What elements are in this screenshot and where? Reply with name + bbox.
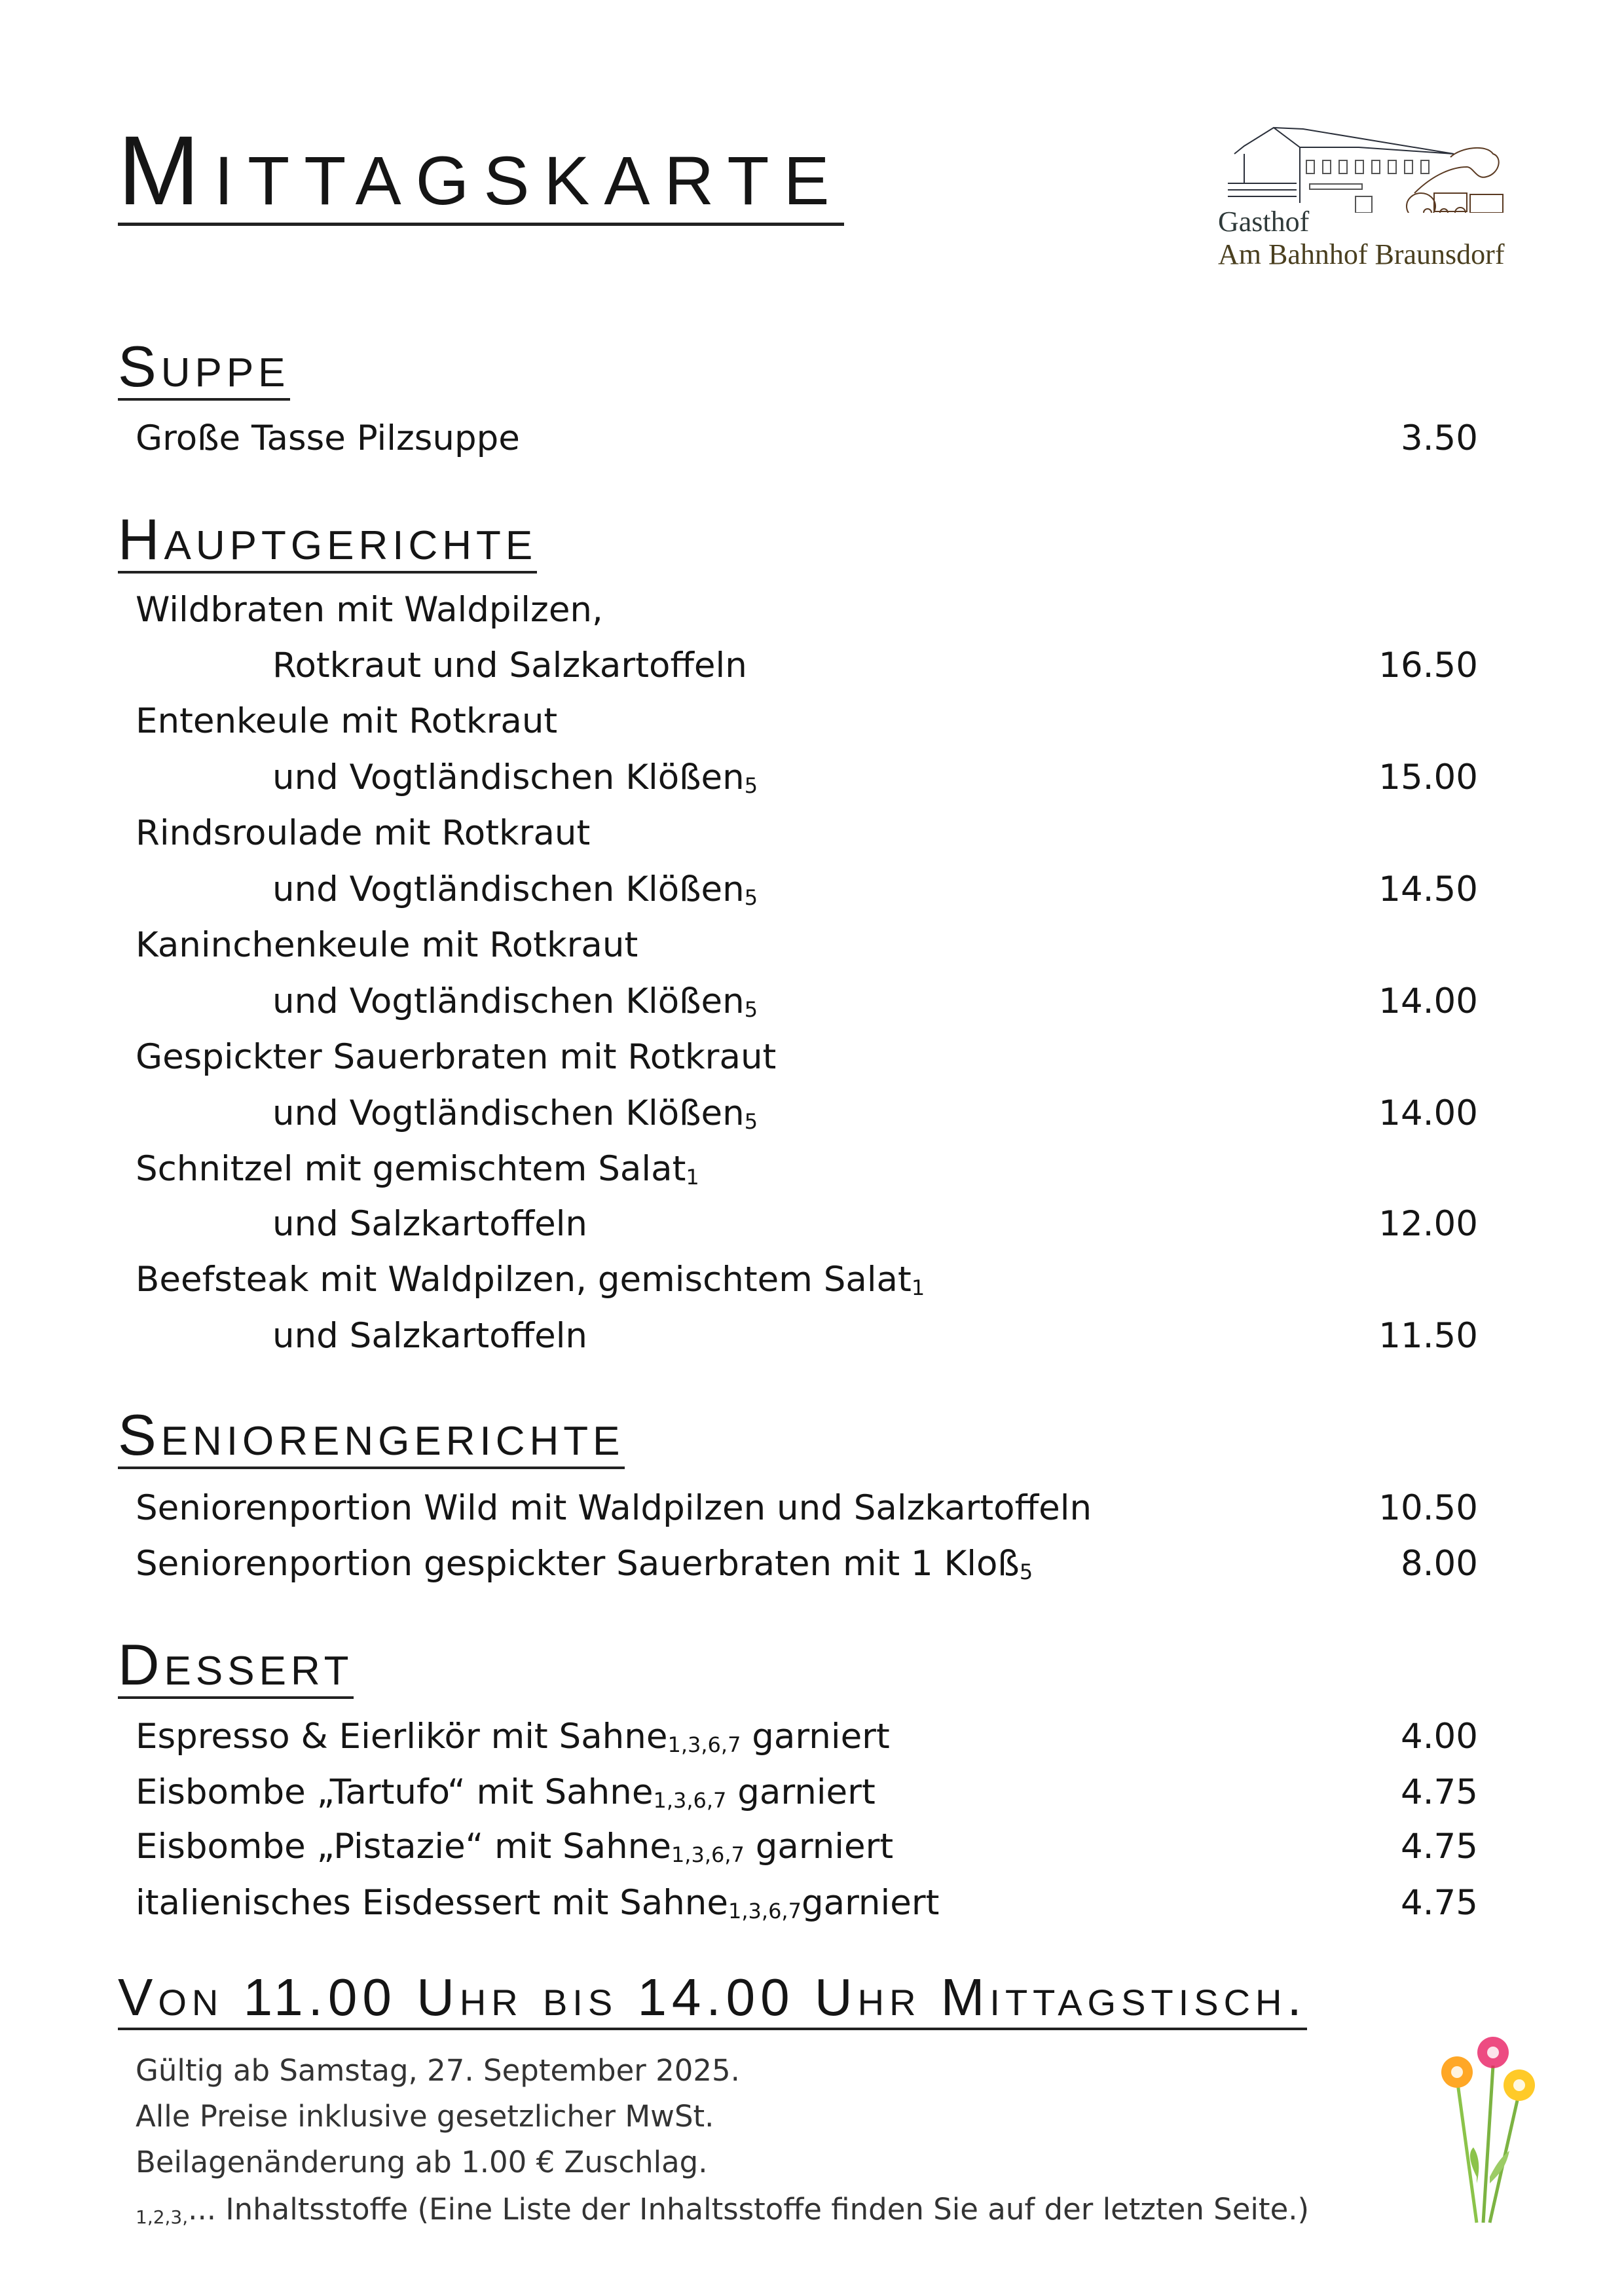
price: 16.50	[1378, 646, 1478, 685]
menu-item-line	[136, 1254, 1478, 1306]
menu-item-line	[136, 412, 1478, 465]
dish-text: Kaninchenkeule mit Rotkraut	[136, 925, 638, 965]
allergen-marker: 1,3,6,7	[671, 1842, 745, 1867]
menu-item-line	[136, 1711, 1478, 1763]
logo-text-name: Am Bahnhof Braunsdorf	[1218, 238, 1505, 270]
allergen-marker: 1,2,3,	[136, 2206, 189, 2228]
dish-text: Wildbraten mit Waldpilzen,	[136, 590, 603, 630]
dish-text: Rotkraut und Salzkartoffeln	[272, 646, 747, 685]
allergen-marker: 5	[1019, 1559, 1033, 1584]
menu-item-line	[136, 1766, 1478, 1819]
allergen-marker: 1	[686, 1165, 699, 1190]
note-text: Beilagenänderung ab 1.00 € Zuschlag.	[136, 2145, 708, 2179]
footer-note	[136, 2143, 708, 2182]
allergen-marker: 5	[744, 1109, 758, 1134]
menu-item-line	[136, 1143, 1478, 1195]
dish-text: Große Tasse Pilzsuppe	[136, 418, 520, 458]
dish-text: und Vogtländischen Klößen	[272, 981, 745, 1021]
dish-text: und Salzkartoffeln	[272, 1204, 588, 1244]
flower-yellow	[1504, 2069, 1535, 2101]
dish-text: Eisbombe „Tartufo“ mit Sahne	[136, 1772, 654, 1812]
price: 14.00	[1378, 1093, 1478, 1133]
note-text: ... Inhaltsstoffe (Eine Liste der Inhaltsstoffe finden Sie auf der letzten Seite.)	[188, 2192, 1310, 2227]
allergen-marker: 1,3,6,7	[653, 1788, 727, 1813]
footer-note	[136, 2190, 1309, 2229]
menu-item-line	[136, 1031, 1478, 1084]
menu-item-line	[272, 1310, 1478, 1362]
price: 10.50	[1378, 1488, 1478, 1528]
footer-note	[136, 2097, 714, 2136]
price: 14.50	[1378, 869, 1478, 909]
menu-item-line	[136, 807, 1478, 860]
lunch-hours-heading: Von 11.00 Uhr bis 14.00 Uhr Mittagstisch.	[118, 1967, 1307, 2030]
note-text: Alle Preise inklusive gesetzlicher MwSt.	[136, 2099, 714, 2134]
allergen-marker: 1	[911, 1275, 925, 1300]
dish-text: italienisches Eisdessert mit Sahne	[136, 1883, 728, 1923]
dish-text: und Vogtländischen Klößen	[272, 869, 745, 909]
dish-text: Espresso & Eierlikör mit Sahne	[136, 1717, 668, 1757]
dish-text-rest: garniert	[741, 1717, 890, 1757]
dish-text: Seniorenportion Wild mit Waldpilzen und Salzkartoffeln	[136, 1488, 1092, 1528]
section-heading-seniorengerichte: Seniorengerichte	[118, 1404, 625, 1469]
dish-text: Seniorenportion gespickter Sauerbraten mit 1 Kloß	[136, 1544, 1020, 1584]
price: 14.00	[1378, 981, 1478, 1021]
dish-text: und Salzkartoffeln	[272, 1316, 588, 1356]
menu-item-line	[136, 584, 1478, 636]
menu-item-line	[136, 1821, 1478, 1873]
dish-text: und Vogtländischen Klößen	[272, 1093, 745, 1133]
menu-item-line	[136, 1538, 1478, 1590]
price: 3.50	[1400, 418, 1478, 458]
menu-item-line	[272, 752, 1478, 804]
dish-text: Gespickter Sauerbraten mit Rotkraut	[136, 1037, 777, 1077]
menu-item-line	[136, 1482, 1478, 1535]
menu-item-line	[272, 1087, 1478, 1140]
dish-text-rest: garniert	[726, 1772, 876, 1812]
menu-item-line	[272, 975, 1478, 1028]
logo-text-gasthof: Gasthof	[1218, 206, 1310, 238]
building-train-icon	[1218, 121, 1506, 213]
dish-text-rest: garniert	[801, 1883, 940, 1923]
price: 4.75	[1400, 1827, 1478, 1867]
menu-item-line	[136, 919, 1478, 972]
gasthof-logo	[1218, 121, 1506, 278]
allergen-marker: 1,3,6,7	[728, 1899, 802, 1923]
price: 4.75	[1400, 1883, 1478, 1923]
allergen-marker: 1,3,6,7	[667, 1732, 741, 1757]
menu-item-line	[272, 640, 1478, 692]
dish-text: Entenkeule mit Rotkraut	[136, 701, 558, 741]
dish-text: Beefsteak mit Waldpilzen, gemischtem Salat	[136, 1260, 912, 1300]
flowers-icon	[1421, 2026, 1559, 2236]
price: 12.00	[1378, 1204, 1478, 1244]
price: 15.00	[1378, 757, 1478, 797]
section-heading-dessert: Dessert	[118, 1633, 354, 1699]
page-title: Mittagskarte	[118, 115, 844, 225]
menu-item-line	[272, 864, 1478, 916]
allergen-marker: 5	[744, 885, 758, 910]
price: 11.50	[1378, 1316, 1478, 1356]
section-heading-hauptgerichte: Hauptgerichte	[118, 508, 537, 574]
dish-text: Schnitzel mit gemischtem Salat	[136, 1149, 686, 1189]
price: 8.00	[1400, 1544, 1478, 1584]
flower-pink	[1477, 2037, 1509, 2068]
menu-item-line	[272, 1198, 1478, 1250]
price: 4.00	[1400, 1717, 1478, 1757]
footer-note	[136, 2051, 740, 2090]
allergen-marker: 5	[744, 773, 758, 798]
section-heading-suppe: Suppe	[118, 335, 290, 401]
note-text: Gültig ab Samstag, 27. September 2025.	[136, 2053, 740, 2088]
allergen-marker: 5	[744, 997, 758, 1022]
menu-item-line	[136, 695, 1478, 748]
menu-item-line	[136, 1877, 1478, 1929]
dish-text-rest: garniert	[744, 1827, 894, 1867]
price: 4.75	[1400, 1772, 1478, 1812]
dish-text: und Vogtländischen Klößen	[272, 757, 745, 797]
flower-orange	[1441, 2056, 1473, 2088]
dish-text: Eisbombe „Pistazie“ mit Sahne	[136, 1827, 671, 1867]
dish-text: Rindsroulade mit Rotkraut	[136, 813, 591, 853]
